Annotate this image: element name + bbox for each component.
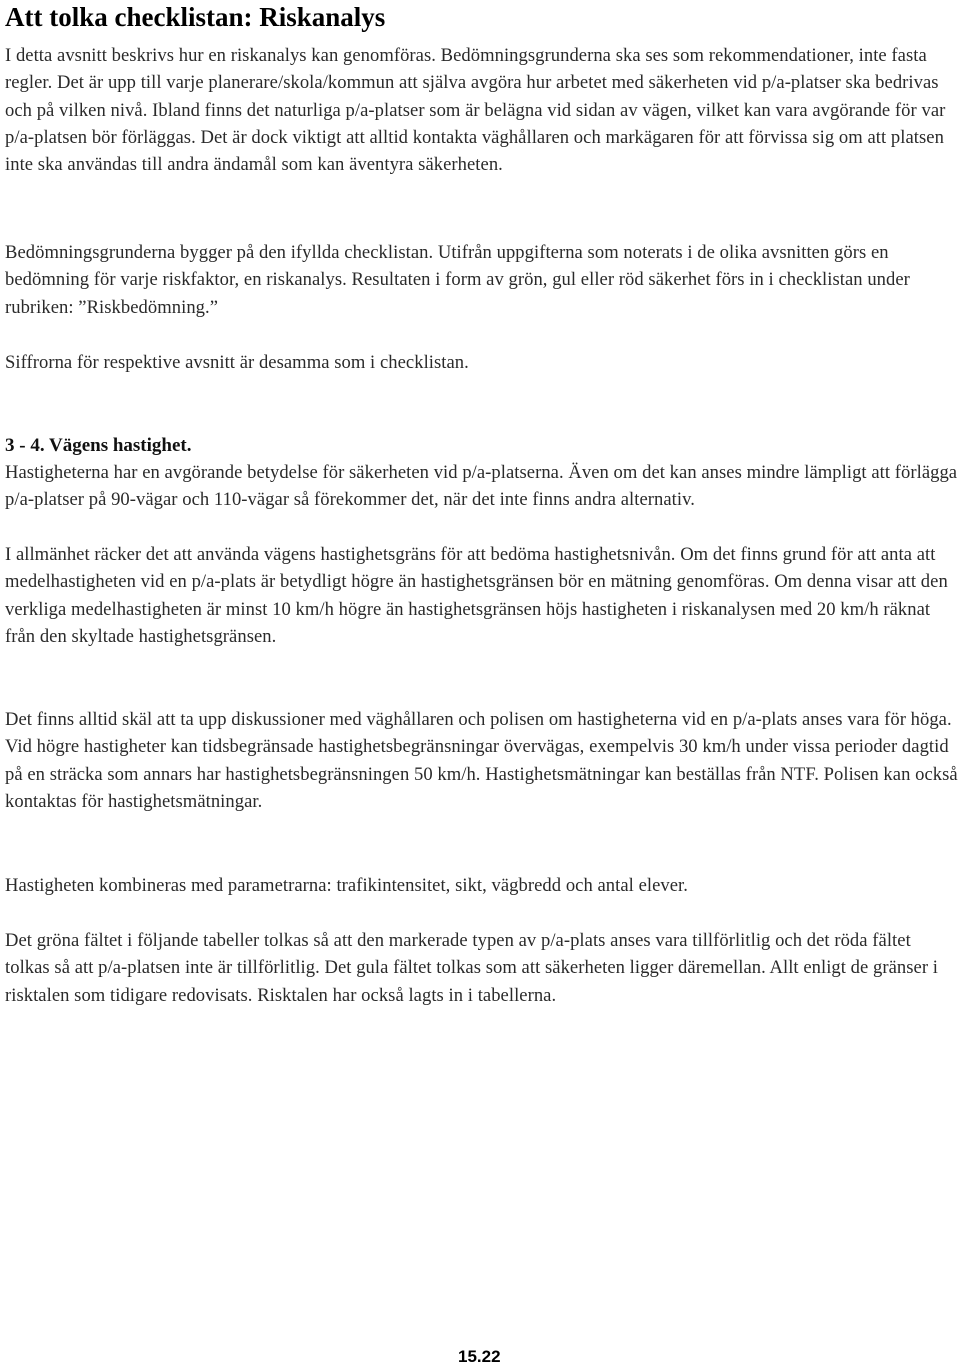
section-paragraph-3: Det finns alltid skäl att ta upp diskussioner med väghållaren och polisen om hastigheterna vid en p/a-plats anses vara för höga. Vid högre hastigheter kan tidsbegränsade hastighetsbegränsningar övervägas, exempelvis 30 km/h under vissa perioder dagtid på en sträcka som annars har hastighetsbegränsningen 50 km/h. Hastighetsmätningar kan beställas från NTF. Polisen kan också kontaktas för hastighetsmätningar. xyxy=(5,709,958,812)
section-paragraph-1: Hastigheterna har en avgörande betydelse för säkerheten vid p/a-platserna. Även om det kan anses mindre lämpligt att förlägga p/a-platser på 90-vägar och 110-vägar så förekommer det, när det inte finns andra alternativ. xyxy=(5,462,958,511)
intro-paragraph-2: Bedömningsgrunderna bygger på den ifyllda checklistan. Utifrån uppgifterna som noterats i de olika avsnitten görs en bedömning för varje riskfaktor, en riskanalys. Resultaten i form av grön, gul eller röd säkerhet förs in i checklistan under rubriken: ”Riskbedömning.” xyxy=(5,242,910,318)
page-number: 15.22 xyxy=(458,1347,501,1366)
section-heading: 3 - 4. Vägens hastighet. xyxy=(5,435,192,456)
section-paragraph-2: I allmänhet räcker det att använda vägens hastighetsgräns för att bedöma hastighetsnivån. Om det finns grund för att anta att medelhastigheten vid en p/a-plats är betydligt högre än hastighetsgränsen bör en mätning genomföras. Om denna visar att den verkliga medelhastigheten är minst 10 km/h högre än hastighetsgränsen höjs hastigheten i riskanalysen med 20 km/h räknat från den skyltade hastighetsgränsen. xyxy=(5,544,948,647)
intro-paragraph-1: I detta avsnitt beskrivs hur en riskanalys kan genomföras. Bedömningsgrunderna ska ses som rekommendationer, inte fasta regler. Det är upp till varje planerare/skola/kommun att själva avgöra hur arbetet med säkerheten vid p/a-platser ska bedrivas och på vilken nivå. Ibland finns det naturliga p/a-platser som är belägna vid sidan av vägen, vilket kan vara avgörande för var p/a-platsen bör förläggas. Det är dock viktigt att alltid kontakta väghållaren och markägaren för att förvissa sig om att platsen inte ska användas till andra ändamål som kan äventyra säkerheten. xyxy=(5,45,946,176)
intro-paragraph-3: Siffrorna för respektive avsnitt är desamma som i checklistan. xyxy=(5,352,469,373)
section-paragraph-5: Det gröna fältet i följande tabeller tolkas så att den markerade typen av p/a-plats anses vara tillförlitlig och det röda fältet tolkas så att p/a-platsen inte är tillförlitlig. Det gula fältet tolkas som att säkerheten ligger däremellan. Allt enligt de gränser i risktalen som tidigare redovisats. Risktalen har också lagts in i tabellerna. xyxy=(5,930,939,1006)
section-paragraph-4: Hastigheten kombineras med parametrarna: trafikintensitet, sikt, vägbredd och antal elever. xyxy=(5,875,688,896)
page-title: Att tolka checklistan: Riskanalys xyxy=(5,2,386,32)
